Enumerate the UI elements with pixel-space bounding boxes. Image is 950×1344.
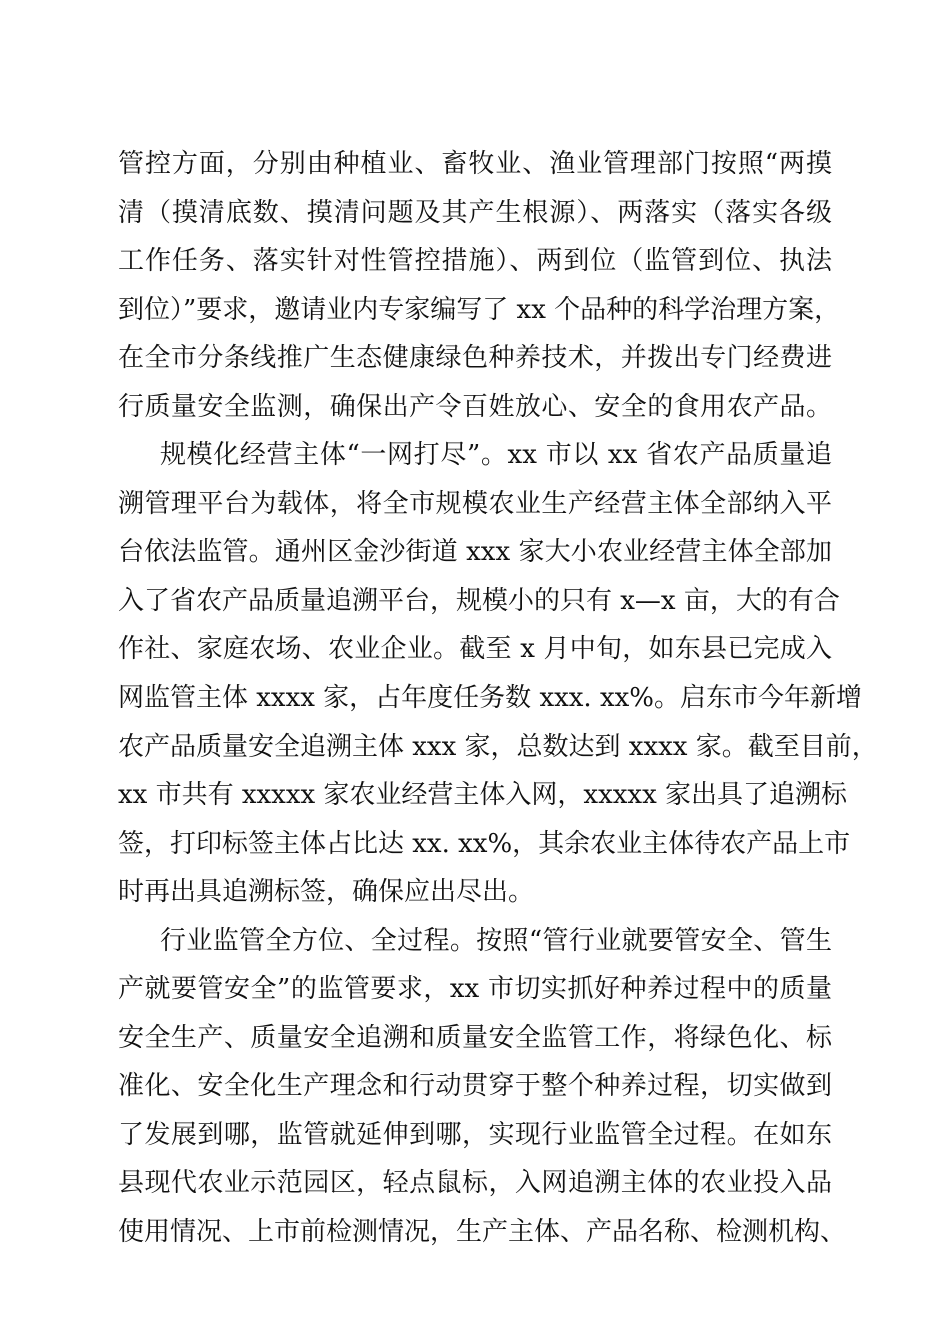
- text-line: 时再出具追溯标签，确保应出尽出。: [118, 877, 535, 908]
- text-line: 入了省农产品质量追溯平台，规模小的只有 x—x 亩，大的有合: [118, 585, 840, 616]
- document-body: [118, 140, 878, 1257]
- text-line: 了发展到哪，监管就延伸到哪，实现行业监管全过程。在如东: [118, 1119, 832, 1150]
- text-line: 行质量安全监测，确保出产令百姓放心、安全的食用农产品。: [118, 391, 832, 422]
- text-line: 作社、家庭农场、农业企业。截至 x 月中旬，如东县已完成入: [118, 634, 832, 665]
- text-line: 清（摸清底数、摸清问题及其产生根源）、两落实（落实各级: [118, 197, 832, 228]
- text-line: 准化、安全化生产理念和行动贯穿于整个种养过程，切实做到: [118, 1071, 832, 1102]
- text-line: xx 市共有 xxxxx 家农业经营主体入网，xxxxx 家出具了追溯标: [118, 780, 848, 811]
- text-line: 县现代农业示范园区，轻点鼠标，入网追溯主体的农业投入品: [118, 1168, 832, 1199]
- paragraph-scale-operators: [118, 431, 878, 916]
- text-line: 溯管理平台为载体，将全市规模农业生产经营主体全部纳入平: [118, 488, 832, 519]
- text-line: 管控方面，分别由种植业、畜牧业、渔业管理部门按照“两摸: [118, 149, 832, 179]
- text-line: 农产品质量安全追溯主体 xxx 家，总数达到 xxxx 家。截至目前，: [118, 731, 878, 762]
- text-line: 行业监管全方位、全过程。按照“管行业就要管安全、管生: [160, 925, 832, 956]
- text-line: 工作任务、落实针对性管控措施）、两到位（监管到位、执法: [118, 246, 832, 277]
- paragraph-industry-supervision: [118, 917, 847, 1257]
- paragraph-control-aspect: [118, 140, 841, 431]
- text-line: 台依法监管。通州区金沙街道 xxx 家大小农业经营主体全部加: [118, 537, 832, 568]
- text-line: 安全生产、质量安全追溯和质量安全监管工作，将绿色化、标: [118, 1022, 832, 1053]
- text-line: 网监管主体 xxxx 家，占年度任务数 xxx. xx%。启东市今年新增: [118, 683, 862, 714]
- text-line: 使用情况、上市前检测情况，生产主体、产品名称、检测机构、: [118, 1217, 847, 1248]
- text-line: 规模化经营主体“一网打尽”。xx 市以 xx 省农产品质量追: [160, 440, 832, 471]
- text-line: 签，打印标签主体占比达 xx. xx%，其余农业主体待农产品上市: [118, 828, 851, 859]
- text-line: 在全市分条线推广生态健康绿色种养技术，并拨出专门经费进: [118, 343, 832, 374]
- text-line: 产就要管安全”的监管要求，xx 市切实抓好种养过程中的质量: [118, 974, 832, 1005]
- text-line: 到位）”要求，邀请业内专家编写了 xx 个品种的科学治理方案，: [118, 294, 841, 325]
